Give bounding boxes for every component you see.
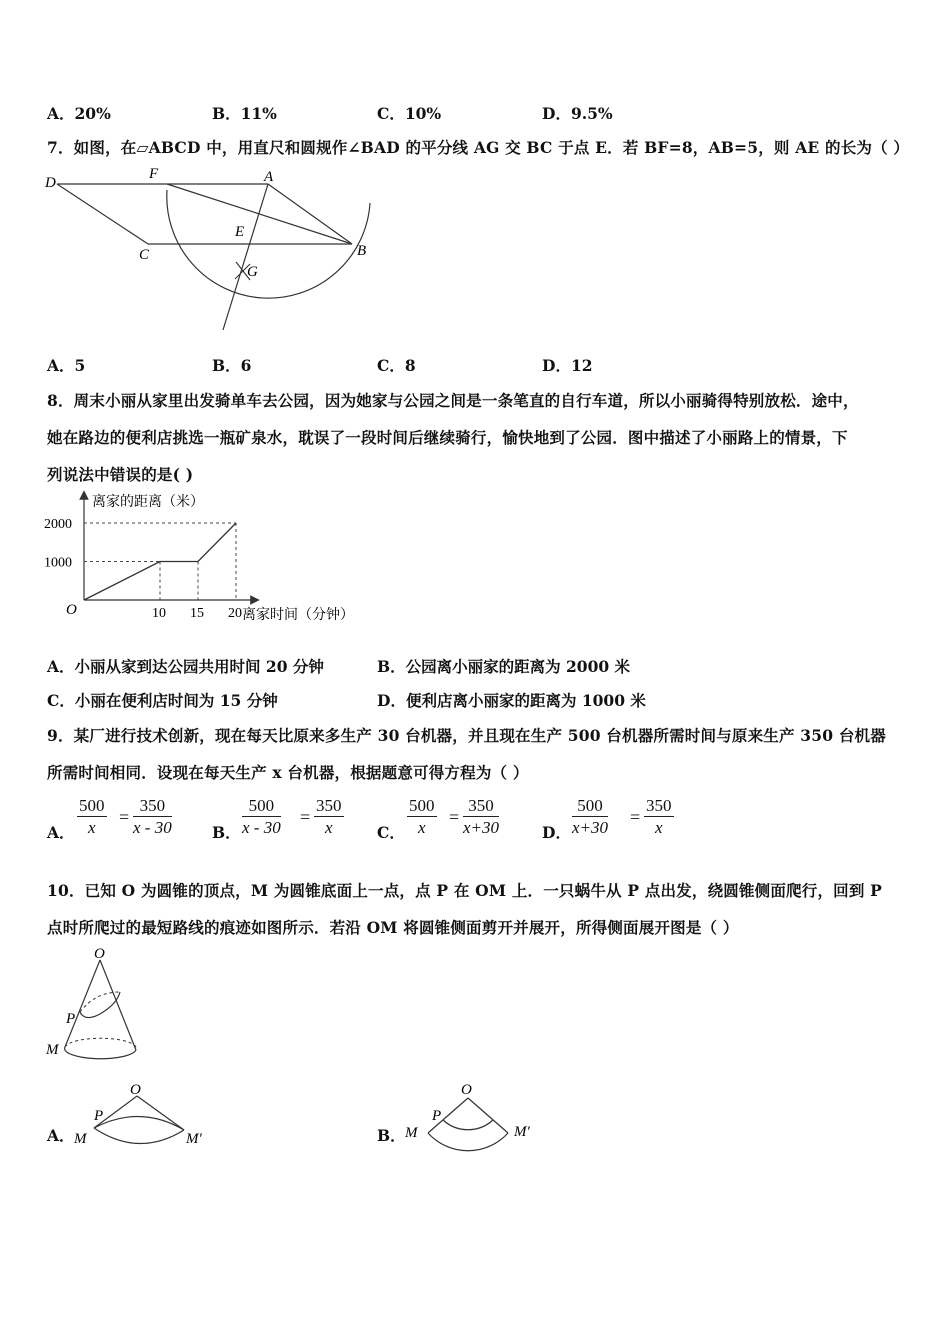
fraction-numerator: 500 bbox=[79, 796, 105, 815]
x-tick-label: 20 bbox=[228, 606, 242, 621]
q7-figure bbox=[40, 165, 385, 335]
chart-origin-label: O bbox=[66, 602, 77, 618]
y-tick-label: 1000 bbox=[44, 555, 72, 571]
q7-label-g: G bbox=[247, 264, 258, 280]
q10-stem-line-1: 10．已知 O 为圆锥的顶点，M 为圆锥底面上一点，点 P 在 OM 上．一只蜗牛从 P 点出发，绕圆锥侧面爬行，回到 P bbox=[47, 881, 883, 900]
q9-option-b-r-fraction bbox=[314, 795, 344, 839]
opt-a-label-p: P bbox=[94, 1108, 104, 1124]
q10-cone-figure bbox=[40, 942, 150, 1067]
opt-a-label-m-prime: M′ bbox=[186, 1131, 202, 1147]
q8-stem-line-1: 8．周末小丽从家里出发骑单车去公园，因为她家与公园之间是一条笔直的自行车道，所以小丽骑得特别放松．途中， bbox=[47, 391, 859, 410]
q7-option-d: D．12 bbox=[542, 356, 593, 375]
q9-option-b-equals: = bbox=[300, 807, 311, 827]
q9-option-c-label: C． bbox=[377, 823, 405, 842]
q7-label-e: E bbox=[235, 224, 245, 240]
fraction-denominator: x - 30 bbox=[242, 818, 281, 837]
x-tick-label: 15 bbox=[190, 606, 204, 621]
q6-option-d: D．9.5% bbox=[542, 104, 613, 123]
opt-a-label-m: M bbox=[74, 1131, 87, 1147]
cone-label-p: P bbox=[66, 1011, 76, 1027]
q7-option-c: C．8 bbox=[377, 356, 416, 375]
q9-option-a-l-fraction bbox=[77, 795, 107, 839]
fraction-denominator: x bbox=[654, 818, 663, 837]
q9-option-d-equals: = bbox=[630, 807, 641, 827]
q8-stem-line-3: 列说法中错误的是( ) bbox=[47, 465, 194, 484]
q6-option-c: C．10% bbox=[377, 104, 442, 123]
q9-option-a-label: A． bbox=[47, 823, 75, 842]
fraction-numerator: 500 bbox=[242, 795, 281, 817]
opt-b-label-m-prime: M′ bbox=[514, 1124, 530, 1140]
q10-option-a-figure bbox=[70, 1078, 220, 1153]
q7-option-a: A．5 bbox=[47, 356, 86, 375]
q7-label-a: A bbox=[264, 169, 274, 185]
q10-stem-line-2: 点时所爬过的最短路线的痕迹如图所示．若沿 OM 将圆锥侧面剪开并展开，所得侧面展开图是（ ） bbox=[47, 918, 739, 937]
q9-option-a-r-fraction bbox=[133, 795, 172, 839]
q9-option-a-equals: = bbox=[119, 807, 130, 827]
fraction-numerator: 350 bbox=[646, 796, 672, 815]
cone-label-o: O bbox=[94, 946, 105, 962]
q7-label-f: F bbox=[149, 166, 159, 182]
q6-option-b: B．11% bbox=[212, 104, 277, 123]
q9-option-d-r-fraction bbox=[644, 795, 674, 839]
q10-option-b: B． bbox=[377, 1126, 406, 1145]
q9-option-c-r-fraction bbox=[463, 795, 499, 839]
q9-option-d-label: D． bbox=[542, 823, 571, 842]
q6-option-a: A．20% bbox=[47, 104, 111, 123]
fraction-denominator: x bbox=[324, 818, 333, 837]
q9-option-b-l-fraction bbox=[242, 795, 281, 839]
q8-option-c: C．小丽在便利店时间为 15 分钟 bbox=[47, 691, 278, 710]
fraction-numerator: 500 bbox=[572, 795, 608, 817]
chart-y-label: 离家的距离（米） bbox=[92, 495, 204, 510]
fraction-denominator: x - 30 bbox=[133, 818, 172, 837]
chart-x-label: 离家时间（分钟） bbox=[242, 608, 354, 623]
opt-b-label-m: M bbox=[405, 1125, 418, 1141]
opt-a-label-o: O bbox=[130, 1082, 141, 1098]
q9-option-c-equals: = bbox=[449, 807, 460, 827]
y-tick-label: 2000 bbox=[44, 517, 72, 532]
q8-chart bbox=[40, 490, 400, 630]
q8-option-a: A．小丽从家到达公园共用时间 20 分钟 bbox=[47, 657, 324, 676]
fraction-numerator: 350 bbox=[133, 795, 172, 817]
opt-b-label-o: O bbox=[461, 1082, 472, 1098]
q7-option-b: B．6 bbox=[212, 356, 252, 375]
q9-stem-line-2: 所需时间相同．设现在每天生产 x 台机器，根据题意可得方程为（ ） bbox=[47, 763, 529, 782]
q10-option-b-figure bbox=[400, 1078, 550, 1153]
q8-option-b: B．公园离小丽家的距离为 2000 米 bbox=[377, 657, 631, 676]
q9-stem-line-1: 9．某厂进行技术创新，现在每天比原来多生产 30 台机器，并且现在生产 500 台机器所需时间与原来生产 350 台机器 bbox=[47, 726, 886, 745]
opt-b-label-p: P bbox=[432, 1108, 442, 1124]
fraction-denominator: x+30 bbox=[463, 818, 500, 837]
q7-stem: 7．如图，在▱ABCD 中，用直尺和圆规作∠BAD 的平分线 AG 交 BC 于点 E．若 BF=8，AB=5，则 AE 的长为（ ） bbox=[47, 138, 910, 157]
fraction-numerator: 500 bbox=[409, 796, 435, 815]
fraction-denominator: x bbox=[417, 818, 426, 837]
q7-label-d: D bbox=[45, 175, 56, 191]
q9-option-b-label: B． bbox=[212, 823, 241, 842]
fraction-denominator: x+30 bbox=[572, 818, 609, 837]
q8-stem-line-2: 她在路边的便利店挑选一瓶矿泉水，耽误了一段时间后继续骑行，愉快地到了公园．图中描述了小丽路上的情景，下 bbox=[47, 428, 848, 447]
cone-label-m: M bbox=[46, 1042, 59, 1058]
q7-label-b: B bbox=[357, 243, 367, 259]
fraction-denominator: x bbox=[87, 818, 96, 837]
q8-option-d: D．便利店离小丽家的距离为 1000 米 bbox=[377, 691, 646, 710]
q10-option-a: A． bbox=[47, 1126, 75, 1145]
q7-label-c: C bbox=[139, 247, 150, 263]
fraction-numerator: 350 bbox=[316, 796, 342, 815]
q9-option-d-l-fraction bbox=[572, 795, 608, 839]
x-tick-label: 10 bbox=[152, 606, 166, 621]
q9-option-c-l-fraction bbox=[407, 795, 437, 839]
fraction-numerator: 350 bbox=[463, 795, 499, 817]
